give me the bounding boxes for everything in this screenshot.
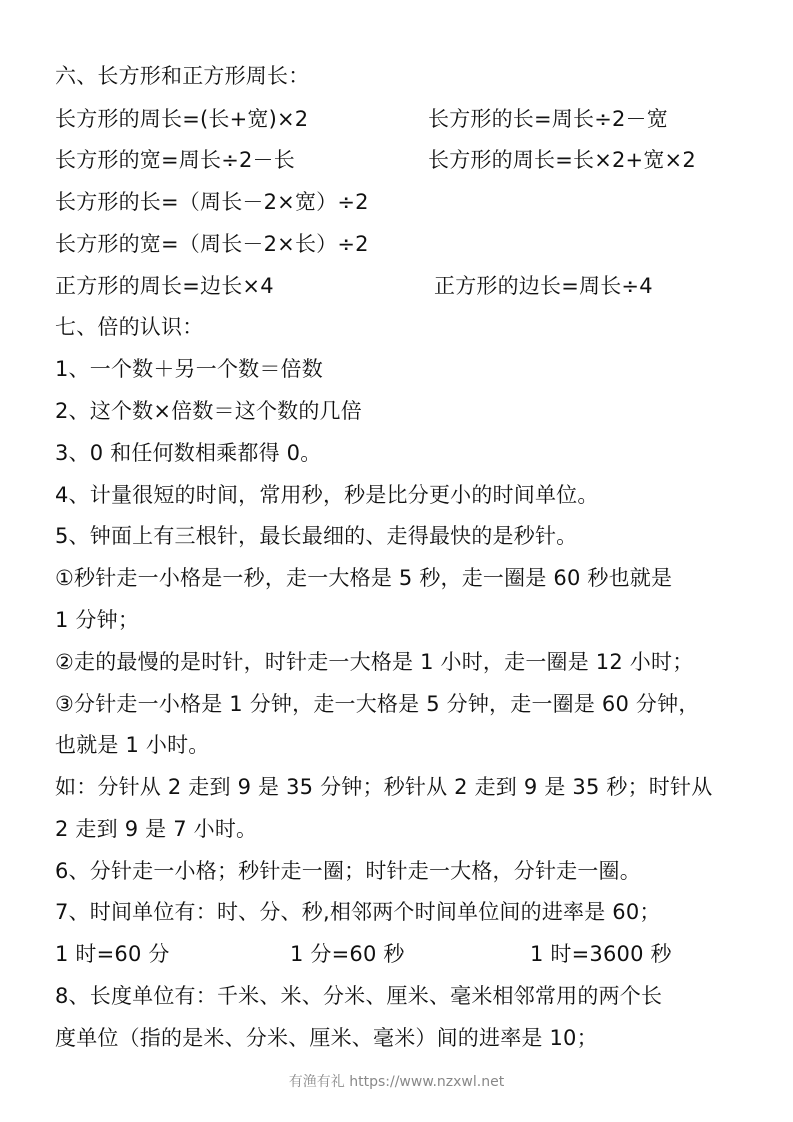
example-line1: 如：分针从 2 走到 9 是 35 分钟；秒针从 2 走到 9 是 35 秒；时针从	[55, 775, 713, 799]
formula-right: 长方形的周长=长×2+宽×2	[428, 148, 696, 172]
section-7-heading: 七、倍的认识：	[55, 315, 204, 339]
footer-watermark: 有渔有礼 https://www.nzxwl.net	[288, 1074, 505, 1090]
point-7: 7、时间单位有：时、分、秒,相邻两个时间单位间的进率是 60；	[55, 900, 661, 924]
square-formulas	[55, 272, 653, 300]
conversion-minute-second: 1 分=60 秒	[290, 942, 405, 966]
point-8-line2: 度单位（指的是米、分米、厘米、毫米）间的进率是 10；	[55, 1026, 598, 1050]
point-6: 6、分针走一小格；秒针走一圈；时针走一大格，分针走一圈。	[55, 859, 641, 883]
conversion-hour-minute: 1 时=60 分	[55, 942, 170, 966]
point-1: 1、一个数＋另一个数＝倍数	[55, 357, 323, 381]
point-5: 5、钟面上有三根针，最长最细的、走得最快的是秒针。	[55, 524, 578, 548]
clock-item-3-line1: ③分针走一小格是 1 分钟，走一大格是 5 分钟，走一圈是 60 分钟，	[55, 692, 700, 716]
example-line2: 2 走到 9 是 7 小时。	[55, 817, 258, 841]
clock-item-1-line2: 1 分钟；	[55, 608, 140, 632]
rect-length-formula: 长方形的长=（周长－2×宽）÷2	[55, 190, 369, 214]
formula-left: 长方形的周长=(长+宽)×2	[55, 107, 309, 131]
point-2: 2、这个数×倍数＝这个数的几倍	[55, 399, 362, 423]
clock-item-1-line1: ①秒针走一小格是一秒，走一大格是 5 秒，走一圈是 60 秒也就是	[55, 566, 673, 590]
rect-width-formula	[55, 146, 696, 174]
formula-right: 长方形的长=周长÷2－宽	[428, 107, 668, 131]
time-unit-conversions	[55, 940, 672, 968]
formula-left: 正方形的周长=边长×4	[55, 274, 274, 298]
clock-item-3-line2: 也就是 1 小时。	[55, 733, 210, 757]
point-4: 4、计量很短的时间，常用秒，秒是比分更小的时间单位。	[55, 483, 599, 507]
point-3: 3、0 和任何数相乘都得 0。	[55, 441, 322, 465]
section-6-heading: 六、长方形和正方形周长：	[55, 64, 310, 88]
rect-width-formula-2: 长方形的宽=（周长－2×长）÷2	[55, 232, 369, 256]
formula-right: 正方形的边长=周长÷4	[434, 274, 653, 298]
conversion-hour-second: 1 时=3600 秒	[530, 942, 672, 966]
rect-perimeter-formula	[55, 105, 668, 133]
formula-left: 长方形的宽=周长÷2－长	[55, 148, 295, 172]
point-8-line1: 8、长度单位有：千米、米、分米、厘米、毫米相邻常用的两个长	[55, 984, 663, 1008]
clock-item-2: ②走的最慢的是时针，时针走一大格是 1 小时，走一圈是 12 小时；	[55, 650, 694, 674]
